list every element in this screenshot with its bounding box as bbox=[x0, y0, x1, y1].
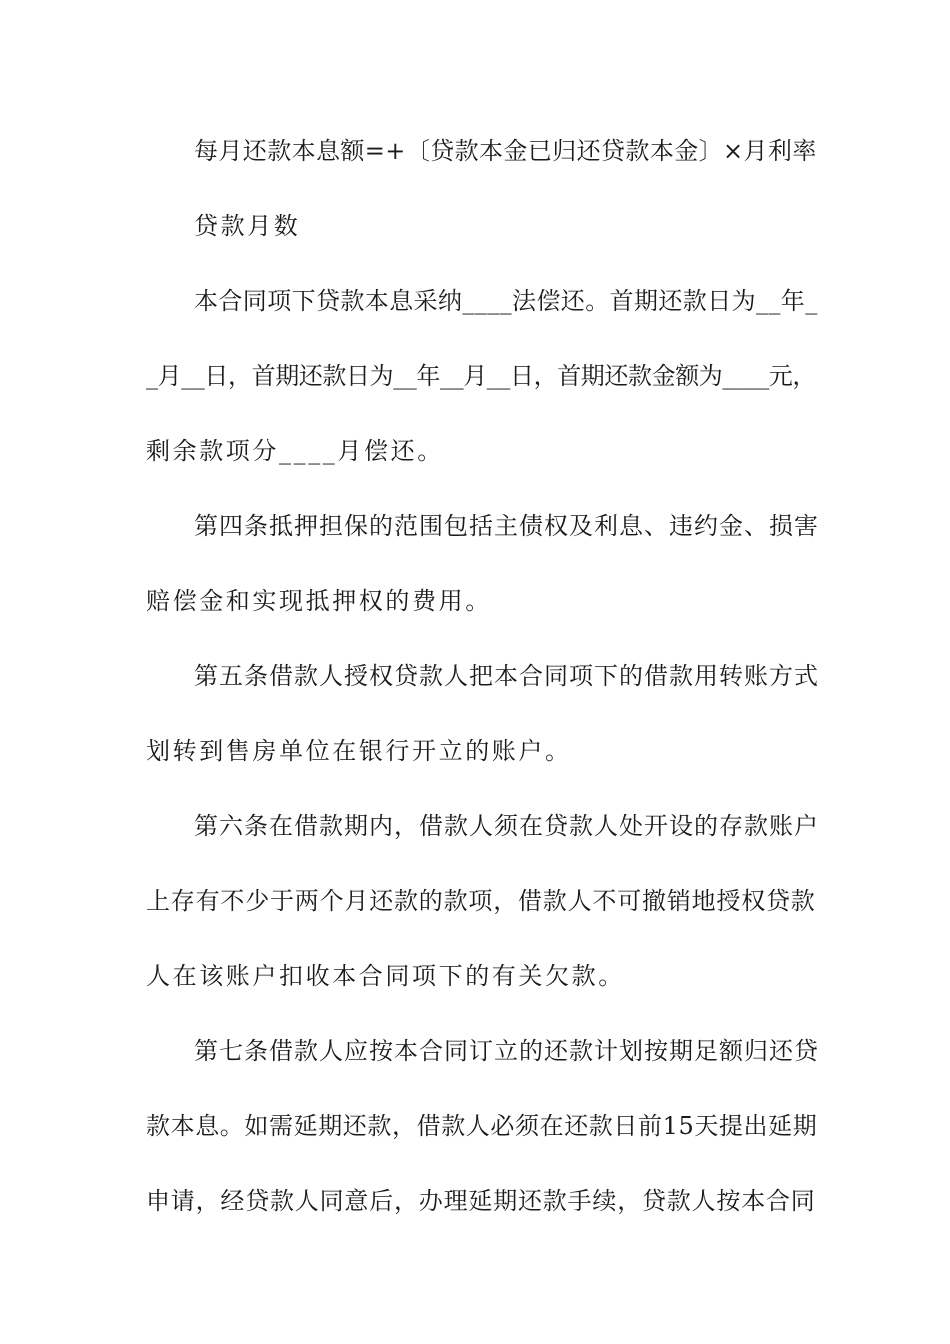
text-line-4: _月__日，首期还款日为__年__月__日，首期还款金额为____元， bbox=[146, 362, 816, 390]
text-line-3: 本合同项下贷款本息采纳____法偿还。首期还款日为__年_ bbox=[194, 287, 818, 315]
text-line-10: 第六条在借款期内，借款人须在贷款人处开设的存款账户 bbox=[194, 812, 819, 840]
text-line-6: 第四条抵押担保的范围包括主债权及利息、违约金、损害 bbox=[194, 512, 819, 540]
text-line-14: 款本息。如需延期还款，借款人必须在还款日前15天提出延期 bbox=[146, 1112, 818, 1140]
text-line-9: 划转到售房单位在银行开立的账户。 bbox=[146, 737, 572, 765]
text-line-5: 剩余款项分____月偿还。 bbox=[146, 437, 444, 465]
text-line-12: 人在该账户扣收本合同项下的有关欠款。 bbox=[146, 962, 625, 990]
text-line-1: 每月还款本息额=+〔贷款本金已归还贷款本金〕×月利率 bbox=[194, 137, 817, 165]
text-line-7: 赔偿金和实现抵押权的费用。 bbox=[146, 587, 492, 615]
text-line-13: 第七条借款人应按本合同订立的还款计划按期足额归还贷 bbox=[194, 1037, 819, 1065]
text-line-15: 申请，经贷款人同意后，办理延期还款手续，贷款人按本合同 bbox=[146, 1187, 816, 1215]
text-line-11: 上存有不少于两个月还款的款项，借款人不可撤销地授权贷款 bbox=[146, 887, 816, 915]
text-line-2: 贷款月数 bbox=[194, 212, 301, 240]
text-line-8: 第五条借款人授权贷款人把本合同项下的借款用转账方式 bbox=[194, 662, 819, 690]
